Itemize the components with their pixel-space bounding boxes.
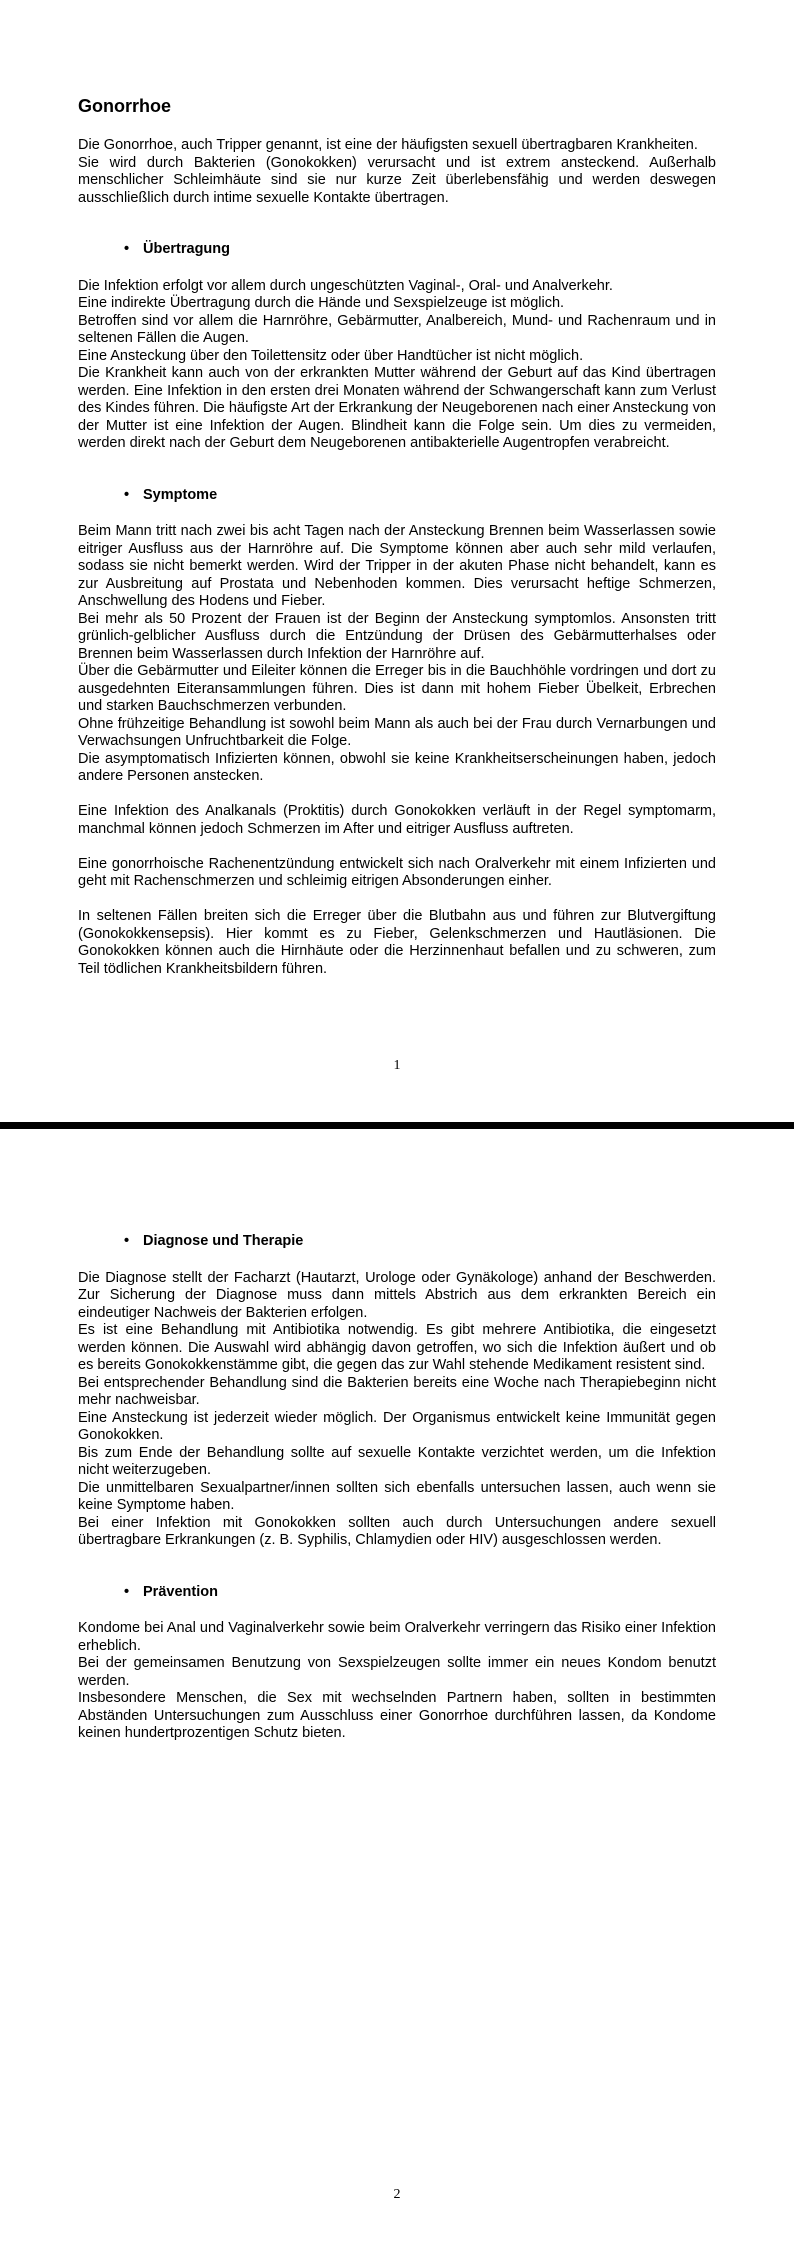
paragraph: Bei einer Infektion mit Gonokokken sollten auch durch Untersuchungen andere sexuell übertragbare Erkrankungen (z. B. Syphilis, Chlamydien oder HIV) ausgeschlossen werden. — [78, 1514, 716, 1548]
paragraph: Bei der gemeinsamen Benutzung von Sexspielzeugen sollte immer ein neues Kondom benutzt werden. — [78, 1655, 716, 1689]
section-uebertragung — [78, 241, 716, 453]
paragraph: Ohne frühzeitige Behandlung ist sowohl beim Mann als auch bei der Frau durch Vernarbungen und Verwachsungen Unfruchtbarkeit die Folge. — [78, 715, 716, 749]
paragraph: Bei entsprechender Behandlung sind die Bakterien bereits eine Woche nach Therapiebeginn nicht mehr nachweisbar. — [78, 1374, 716, 1408]
paragraph: Die Diagnose stellt der Facharzt (Hautarzt, Urologe oder Gynäkologe) anhand der Beschwerden. Zur Sicherung der Diagnose muss dann mittels Abstrich aus dem erkrankten Bereich ein eindeutiger Nachweis der Bakterien erfolgen. — [78, 1269, 716, 1321]
blank-line — [78, 838, 716, 856]
section-heading-label: Übertragung — [143, 241, 230, 257]
paragraph: Kondome bei Anal und Vaginalverkehr sowie beim Oralverkehr verringern das Risiko einer Infektion erheblich. — [78, 1620, 716, 1654]
intro-paragraph: Die Gonorrhoe, auch Tripper genannt, ist eine der häufigsten sexuell übertragbaren Krankheiten. — [78, 137, 698, 153]
bullet-icon: • — [124, 241, 130, 257]
bullet-icon: • — [124, 486, 130, 503]
blank-line — [78, 891, 716, 909]
page-number: 1 — [393, 1058, 401, 1073]
page-2 — [0, 1129, 794, 2251]
paragraph: Über die Gebärmutter und Eileiter können die Erreger bis in die Bauchhöhle vordringen und dort zu ausgedehnten Eiteransammlungen führen. Dies ist dann mit hohem Fieber Übelkeit, Erbrechen und starken Bauchschmerzen verbunden. — [78, 663, 716, 714]
paragraph: Eine Infektion des Analkanals (Proktitis) durch Gonokokken verläuft in der Regel symptomarm, manchmal können jedoch Schmerzen im After und eitriger Ausfluss auftreten. — [78, 803, 716, 837]
paragraph: Betroffen sind vor allem die Harnröhre, Gebärmutter, Analbereich, Mund- und Rachenraum und in seltenen Fällen die Augen. — [78, 312, 716, 346]
paragraph: Eine indirekte Übertragung durch die Hände und Sexspielzeuge ist möglich. — [78, 295, 565, 311]
section-diagnose-und-therapie — [78, 1233, 716, 1550]
paragraph: Es ist eine Behandlung mit Antibiotika notwendig. Es gibt mehrere Antibiotika, die eingesetzt werden können. Die Auswahl wird abhängig davon getroffen, wo sich die Infektion äußert und ob es bereits Gonokokkenstämme gibt, die gegen das zur Wahl stehende Medikament resistent sind. — [78, 1322, 716, 1373]
paragraph: Die asymptomatisch Infizierten können, obwohl sie keine Krankheitserscheinungen haben, jedoch andere Personen anstecken. — [78, 750, 716, 784]
paragraph: Bei mehr als 50 Prozent der Frauen ist der Beginn der Ansteckung symptomlos. Ansonsten tritt grünlich-gelblicher Ausfluss durch die Entzündung der Drüsen des Gebärmutterhalses oder Brennen beim Wasserlassen durch Infektion der Harnröhre auf. — [78, 610, 716, 662]
paragraph: Eine Ansteckung ist jederzeit wieder möglich. Der Organismus entwickelt keine Immunität gegen Gonokokken. — [78, 1409, 716, 1443]
section-heading — [78, 487, 716, 505]
section-heading — [78, 241, 716, 259]
bullet-icon: • — [124, 1233, 130, 1249]
document-title: Gonorrhoe — [78, 96, 171, 116]
section-heading — [78, 1233, 716, 1251]
section-heading — [78, 1584, 716, 1602]
paragraph: Insbesondere Menschen, die Sex mit wechselnden Partnern haben, sollten in bestimmten Abständen Untersuchungen zum Ausschluss einer Gonorrhoe durchführen lassen, da Kondome keinen hundertprozentigen Schutz bieten. — [78, 1690, 716, 1741]
paragraph: Die unmittelbaren Sexualpartner/innen sollten sich ebenfalls untersuchen lassen, auch wenn sie keine Symptome haben. — [78, 1479, 716, 1513]
bullet-icon: • — [124, 1583, 130, 1600]
paragraph: Eine gonorrhoische Rachenentzündung entwickelt sich nach Oralverkehr mit einem Infizierten und geht mit Rachenschmerzen und schleimig eitrigen Absonderungen einher. — [78, 855, 716, 889]
section-symptome — [78, 487, 716, 979]
paragraph: Bis zum Ende der Behandlung sollte auf sexuelle Kontakte verzichtet werden, um die Infektion nicht weiterzugeben. — [78, 1444, 716, 1478]
paragraph: In seltenen Fällen breiten sich die Erreger über die Blutbahn aus und führen zur Blutvergiftung (Gonokokkensepsis). Hier kommt es zu Fieber, Gelenkschmerzen und Hautläsionen. Die Gonokokken können auch die Hirnhäute oder die Herzinnenhaut befallen und zu schweren, zum Teil tödlichen Krankheitsbildern führen. — [78, 908, 716, 977]
section-heading-label: Diagnose und Therapie — [143, 1233, 304, 1249]
page-number: 2 — [393, 2187, 401, 2202]
page-separator — [0, 1122, 794, 1129]
paragraph: Beim Mann tritt nach zwei bis acht Tagen nach der Ansteckung Brennen beim Wasserlassen sowie eitriger Ausfluss aus der Harnröhre auf. Die Symptome können aber auch sehr mild verlaufen, sodass sie nicht bemerkt werden. Wird der Tripper in der akuten Phase nicht behandelt, kann es zur Ausbreitung auf Prostata und Nebenhoden kommen. Dies verursacht heftige Schmerzen, Anschwellung des Hodens und Fieber. — [78, 523, 716, 609]
page-1 — [0, 0, 794, 1122]
paragraph: Die Infektion erfolgt vor allem durch ungeschützten Vaginal-, Oral- und Analverkehr. — [78, 277, 613, 294]
paragraph: Eine Ansteckung über den Toilettensitz oder über Handtücher ist nicht möglich. — [78, 347, 584, 364]
section-heading-label: Symptome — [143, 486, 218, 503]
section-heading-label: Prävention — [143, 1583, 218, 1600]
blank-line — [78, 786, 716, 804]
section-praevention — [78, 1584, 716, 1743]
paragraph: Die Krankheit kann auch von der erkrankten Mutter während der Geburt auf das Kind übertragen werden. Eine Infektion in den ersten drei Monaten während der Schwangerschaft kann zum Verlust des Kindes führen. Die häufigste Art der Erkrankung der Neugeborenen nach einer Ansteckung von der Mutter ist eine Infektion der Augen. Blindheit kann die Folge sein. Um dies zu vermeiden, werden direkt nach der Geburt dem Neugeborenen antibakterielle Augentropfen verabreicht. — [78, 365, 716, 451]
intro-paragraph: Sie wird durch Bakterien (Gonokokken) verursacht und ist extrem ansteckend. Außerhalb menschlicher Schleimhäute sind sie nur kurze Zeit überlebensfähig und werden deswegen ausschließlich durch intime sexuelle Kontakte übertragen. — [78, 154, 716, 206]
